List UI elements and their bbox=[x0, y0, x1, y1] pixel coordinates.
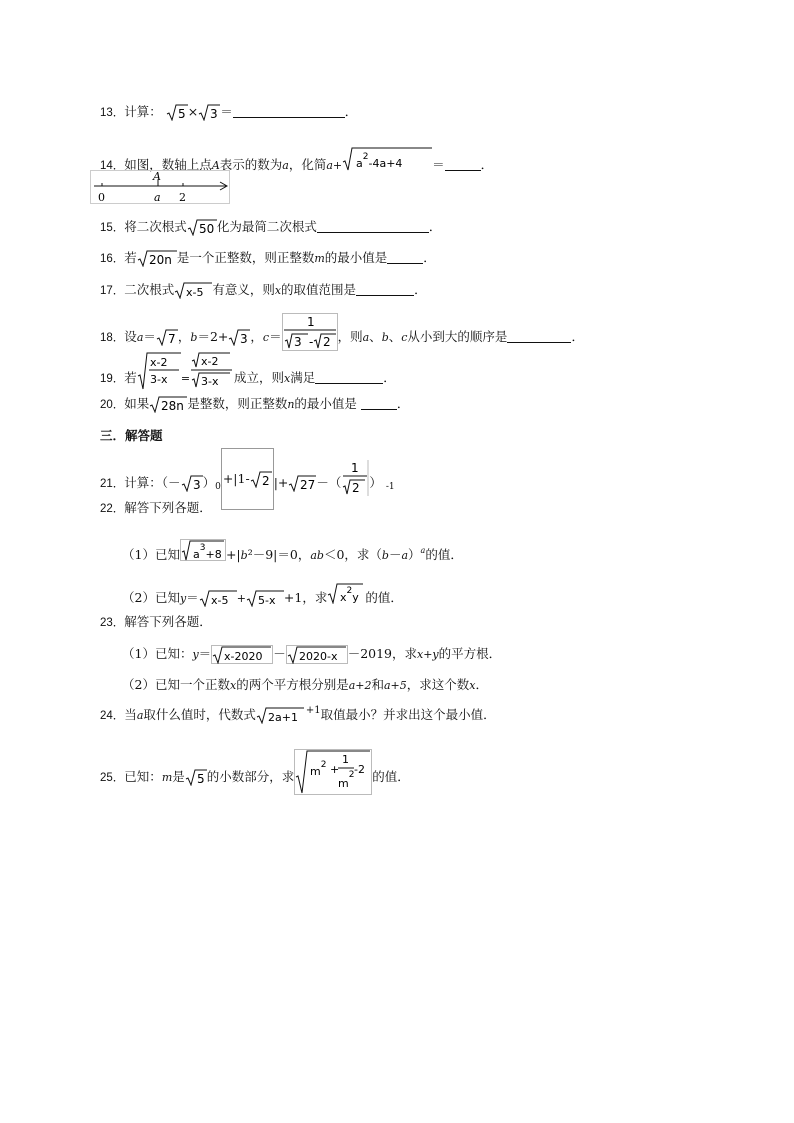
q22p1-t1: +| bbox=[225, 547, 241, 562]
q20-end: ． bbox=[396, 396, 410, 411]
q16-number: 16． bbox=[100, 253, 125, 265]
q19-blank[interactable] bbox=[315, 371, 383, 384]
q18-sep1: 、 bbox=[369, 329, 382, 344]
svg-text:m2 bbox=[338, 770, 354, 790]
sqrt-fraction-left bbox=[137, 352, 181, 390]
q18-comma2: ， bbox=[250, 329, 263, 344]
fraction-sqrt-right bbox=[190, 352, 234, 390]
q25-plus: + bbox=[330, 763, 340, 776]
q14-rad-sup: 2 bbox=[362, 152, 369, 162]
sqrt-x2y bbox=[327, 582, 365, 604]
q21-close2: ） bbox=[369, 475, 382, 490]
q22-number: 22． bbox=[100, 503, 125, 515]
q23p1-r2: 2020-x bbox=[298, 650, 338, 663]
sqrt-3 bbox=[198, 104, 220, 121]
q15-number: 15． bbox=[100, 222, 125, 234]
question-22-part1 bbox=[122, 539, 463, 565]
q17-text2: 有意义，则 bbox=[212, 282, 275, 297]
sqrt-3-b bbox=[228, 329, 250, 346]
question-25 bbox=[100, 742, 410, 792]
q15-end: ． bbox=[428, 219, 442, 234]
q20-blank[interactable] bbox=[361, 397, 397, 410]
q25-text4: 的值． bbox=[372, 769, 410, 784]
q18-label-a: a bbox=[362, 331, 370, 344]
q22p1-var-b: b bbox=[240, 549, 248, 562]
number-line-figure bbox=[90, 170, 235, 206]
q25-fd-sup: 2 bbox=[349, 770, 355, 780]
q21-sup-neg1: -1 bbox=[385, 482, 395, 492]
question-24 bbox=[100, 707, 496, 725]
question-22 bbox=[100, 500, 212, 517]
sqrt-5-q25 bbox=[185, 769, 207, 786]
q21-abs-open: +|1- bbox=[222, 471, 250, 486]
q25-text1: 已知： bbox=[124, 769, 162, 784]
q13-number: 13． bbox=[100, 107, 125, 119]
q18-var-c: c bbox=[262, 331, 270, 344]
q19-text1: 若 bbox=[124, 370, 137, 385]
q18-var-b: b bbox=[190, 331, 198, 344]
q18-fn: 1 bbox=[306, 315, 315, 329]
q14-text1: 如图，数轴上点 bbox=[124, 157, 212, 172]
question-23-part2 bbox=[122, 677, 488, 694]
q22p2-r2: 5-x bbox=[257, 594, 276, 607]
q15-blank[interactable] bbox=[317, 220, 429, 233]
q18-blank[interactable] bbox=[507, 330, 571, 343]
q16-end: ． bbox=[423, 250, 436, 265]
q21-abs-close: |+ bbox=[273, 475, 289, 490]
q23p2-t3: ，求这个数 bbox=[406, 677, 470, 692]
q23p1-t2: 的平方根． bbox=[438, 646, 502, 661]
q18-label-b: b bbox=[381, 331, 389, 344]
q22p2-r3: x bbox=[340, 591, 347, 604]
q20-text3: 的最小值是 bbox=[294, 396, 357, 411]
label-zero: 0 bbox=[98, 191, 105, 204]
q22p1-t2: ²－9|＝0， bbox=[247, 547, 311, 562]
q22p2-r3-sup: 2 bbox=[346, 586, 353, 596]
q21-r2: 2 bbox=[261, 474, 270, 488]
q25-fd: m bbox=[338, 777, 349, 790]
q25-m-sup: 2 bbox=[321, 760, 327, 770]
q19-ln: x-2 bbox=[149, 356, 168, 369]
q22p2-r1: x-5 bbox=[210, 594, 229, 607]
q24-sup: +1 bbox=[305, 705, 321, 716]
question-18 bbox=[100, 307, 584, 347]
q14-rad: a bbox=[356, 157, 363, 170]
q21-minus: －（ bbox=[316, 475, 342, 490]
q24-text2: 取什么值时，代数式 bbox=[143, 707, 256, 722]
q25-text3: 的小数部分，求 bbox=[206, 769, 295, 784]
q25-r5: 5 bbox=[196, 772, 205, 786]
q19-end: ． bbox=[383, 370, 396, 385]
q17-number: 17． bbox=[100, 285, 125, 297]
fraction-one-over-sqrt2 bbox=[341, 459, 369, 497]
q13-r2: 3 bbox=[210, 107, 218, 121]
q25-m: m bbox=[310, 765, 321, 778]
q20-rad: 28n bbox=[161, 399, 185, 413]
fraction-c bbox=[282, 313, 338, 351]
q23p2-t2: 和 bbox=[371, 677, 384, 692]
q18-label-c: c bbox=[401, 331, 408, 344]
q18-fd2: 2 bbox=[322, 335, 331, 349]
q18-fd1: 3 bbox=[293, 335, 302, 349]
q23p2-e1: a+2 bbox=[348, 679, 372, 692]
q14-var-a: a bbox=[282, 159, 289, 172]
q21-text1: 计算：（－ bbox=[124, 475, 181, 490]
sqrt-7 bbox=[156, 329, 178, 346]
question-19 bbox=[100, 348, 396, 388]
q20-var-n: n bbox=[287, 398, 295, 411]
q18-var-a: a bbox=[136, 331, 144, 344]
q23p1-var-xy: x+y bbox=[417, 648, 439, 661]
q18-comma1: ， bbox=[177, 329, 191, 344]
question-17 bbox=[100, 282, 427, 299]
sqrt-a2-4a-4 bbox=[342, 147, 432, 171]
q23p1-eq: ＝ bbox=[198, 646, 212, 661]
question-21 bbox=[100, 452, 395, 495]
sqrt-x-5-q22 bbox=[199, 590, 237, 607]
q22p1-label: （1）已知 bbox=[122, 547, 180, 562]
q22p1-t6: 的值． bbox=[425, 547, 463, 562]
q21-number: 21． bbox=[100, 478, 125, 490]
sqrt-x-5 bbox=[174, 282, 212, 299]
q24-text1: 当 bbox=[124, 707, 137, 722]
q19-text3: 满足 bbox=[290, 370, 316, 385]
svg-text:x2y bbox=[340, 586, 359, 604]
q16-blank[interactable] bbox=[387, 251, 423, 264]
q23p2-label: （2）已知一个正数 bbox=[122, 677, 230, 692]
q19-var-x: x bbox=[284, 372, 291, 385]
q14-text3: ，化简 bbox=[288, 157, 327, 172]
q20-number: 20． bbox=[100, 399, 125, 411]
section-3-heading: 三．解答题 bbox=[100, 428, 163, 443]
q23p2-e2: a+5 bbox=[384, 679, 407, 692]
q22p2-r3-rest: y bbox=[352, 591, 360, 604]
q18-text3: 从小到大的顺序是 bbox=[407, 329, 508, 344]
sqrt-3-q21 bbox=[181, 475, 203, 492]
q21-r27: 27 bbox=[300, 478, 316, 492]
sqrt-20n bbox=[137, 250, 177, 267]
q21-fn: 1 bbox=[351, 461, 360, 475]
q18-fminus: - bbox=[308, 335, 313, 349]
q19-text2: 成立，则 bbox=[234, 370, 285, 385]
q19-eq: = bbox=[180, 372, 191, 385]
q23p1-r1: x-2020 bbox=[224, 650, 263, 663]
q18-end: ． bbox=[571, 329, 584, 344]
q15-rad: 50 bbox=[198, 222, 215, 236]
q22p1-t5: ） bbox=[408, 547, 421, 562]
q22p2-var-y: y bbox=[179, 592, 187, 605]
sqrt-27 bbox=[288, 475, 316, 492]
svg-text:m2 bbox=[310, 760, 326, 778]
q23p2-t1: 的两个平方根分别是 bbox=[236, 677, 349, 692]
sqrt-m2-plus-1-over-m2-minus-2 bbox=[294, 749, 372, 795]
number-line-svg bbox=[90, 170, 235, 206]
q13-end: ． bbox=[344, 104, 358, 119]
q23p1-minus: － bbox=[273, 646, 286, 661]
q15-text1: 将二次根式 bbox=[124, 219, 187, 234]
q21-sup0: 0 bbox=[215, 482, 221, 492]
q22p1-t3: ＜0，求（ bbox=[323, 547, 382, 562]
label-two: 2 bbox=[179, 191, 186, 204]
q24-number: 24． bbox=[100, 710, 125, 722]
q14-number: 14． bbox=[100, 160, 125, 172]
q18-eq3: ＝ bbox=[269, 329, 282, 344]
q22p1-var-b2: b bbox=[381, 549, 389, 562]
q14-end: ． bbox=[480, 157, 494, 172]
q22p2-t1: +1，求 bbox=[283, 590, 328, 605]
label-point-a: A bbox=[153, 170, 161, 183]
question-15 bbox=[100, 219, 441, 236]
q18-text1: 设 bbox=[124, 329, 137, 344]
sqrt-2020-x bbox=[286, 645, 348, 664]
sqrt-a3-plus-8 bbox=[180, 539, 226, 561]
q23p2-var-x: x bbox=[229, 679, 237, 692]
svg-text:a3+8 bbox=[193, 543, 222, 561]
q24-rad: 2a+1 bbox=[267, 711, 298, 724]
q22p1-t4: － bbox=[388, 547, 402, 562]
sqrt-28n bbox=[149, 396, 187, 413]
q23p1-var-y: y bbox=[192, 648, 199, 661]
q14-rad-rest: -4a+4 bbox=[368, 157, 403, 170]
label-a: a bbox=[154, 191, 161, 204]
q19-rn: x-2 bbox=[201, 355, 219, 368]
q14-plus: + bbox=[332, 159, 343, 172]
q20-text1: 如果 bbox=[124, 396, 150, 411]
sqrt-2a-plus-1 bbox=[256, 707, 306, 724]
q25-number: 25． bbox=[100, 772, 125, 784]
q13-eq: ＝ bbox=[220, 104, 233, 119]
question-20 bbox=[100, 396, 409, 413]
sqrt-50 bbox=[187, 219, 217, 236]
sqrt-5 bbox=[166, 104, 188, 121]
q22p1-rad-sup: 3 bbox=[199, 543, 206, 553]
sqrt-5-x bbox=[246, 590, 284, 607]
q21-abs-group bbox=[221, 448, 274, 510]
q18-r7: 7 bbox=[167, 332, 176, 346]
sqrt-x-2020 bbox=[211, 645, 273, 664]
q16-text1: 若 bbox=[124, 250, 137, 265]
q23p1-label: （1）已知： bbox=[122, 646, 193, 661]
q22p2-eq: ＝ bbox=[186, 590, 199, 605]
q23p2-end: ． bbox=[475, 677, 489, 692]
q17-text3: 的取值范围是 bbox=[281, 282, 357, 297]
q18-eq2: ＝2+ bbox=[197, 329, 229, 344]
q23p1-t1: －2019，求 bbox=[347, 646, 418, 661]
q25-minus2: -2 bbox=[354, 763, 366, 776]
q17-blank[interactable] bbox=[356, 283, 414, 296]
q13-times: × bbox=[187, 104, 199, 119]
q24-text3: 取值最小？并求出这个最小值． bbox=[320, 707, 496, 722]
q14-point-a: A bbox=[211, 159, 220, 172]
q17-end: ． bbox=[414, 282, 427, 297]
q18-sep2: 、 bbox=[388, 329, 402, 344]
q19-ld: 3-x bbox=[149, 373, 168, 386]
q14-eq: ＝ bbox=[432, 157, 445, 172]
q23-text: 解答下列各题． bbox=[124, 614, 212, 629]
q17-rad: x-5 bbox=[186, 286, 204, 299]
question-16 bbox=[100, 250, 436, 267]
q16-text3: 的最小值是 bbox=[324, 250, 388, 265]
question-22-part2 bbox=[122, 582, 403, 607]
q19-number: 19． bbox=[100, 373, 125, 385]
q22p1-rad-rest: +8 bbox=[205, 548, 222, 561]
q22p1-rad: a bbox=[192, 548, 200, 561]
q22p1-sup: a bbox=[420, 546, 426, 555]
q18-r3: 3 bbox=[240, 332, 249, 346]
q14-text2: 表示的数为 bbox=[219, 157, 283, 172]
question-23-part1 bbox=[122, 645, 501, 664]
q13-r1: 5 bbox=[177, 107, 186, 121]
q19-rd: 3-x bbox=[201, 375, 219, 388]
q22p2-t2: 的值． bbox=[365, 590, 403, 605]
q25-text2: 是 bbox=[172, 769, 185, 784]
q24-var-a: a bbox=[136, 709, 144, 722]
q18-number: 18． bbox=[100, 332, 125, 344]
q22p2-label: （2）已知 bbox=[122, 590, 180, 605]
q21-close1: ） bbox=[202, 475, 216, 490]
q25-var-m: m bbox=[161, 771, 173, 784]
q17-text1: 二次根式 bbox=[124, 282, 175, 297]
q23-number: 23． bbox=[100, 617, 125, 629]
q22p2-plus: + bbox=[236, 592, 246, 605]
q15-text2: 化为最简二次根式 bbox=[216, 219, 317, 234]
q16-var-m: m bbox=[314, 252, 325, 265]
q14-blank[interactable] bbox=[445, 158, 481, 171]
q25-fn: 1 bbox=[342, 753, 350, 766]
q22p1-var-ab: ab bbox=[310, 549, 324, 562]
question-13 bbox=[100, 104, 357, 121]
sqrt-2-abs bbox=[250, 471, 272, 488]
q18-text2: ，则 bbox=[337, 329, 363, 344]
question-23 bbox=[100, 614, 212, 631]
q16-text2: 是一个正整数，则正整数 bbox=[176, 250, 315, 265]
q22p1-var-a: a bbox=[401, 549, 409, 562]
q21-r3: 3 bbox=[192, 478, 201, 492]
q18-eq1: ＝ bbox=[143, 329, 156, 344]
q13-blank[interactable] bbox=[233, 105, 345, 118]
q13-text: 计算： bbox=[124, 104, 162, 119]
svg-text:a2-4a+4 bbox=[356, 152, 402, 170]
q23p2-var-x2: x bbox=[469, 679, 476, 692]
q21-fd: 2 bbox=[352, 481, 361, 495]
q17-var-x: x bbox=[274, 284, 282, 297]
q22-text: 解答下列各题． bbox=[124, 500, 212, 515]
q20-text2: 是整数，则正整数 bbox=[187, 396, 288, 411]
q14-var-a2: a bbox=[326, 159, 333, 172]
q16-rad: 20n bbox=[148, 253, 172, 267]
